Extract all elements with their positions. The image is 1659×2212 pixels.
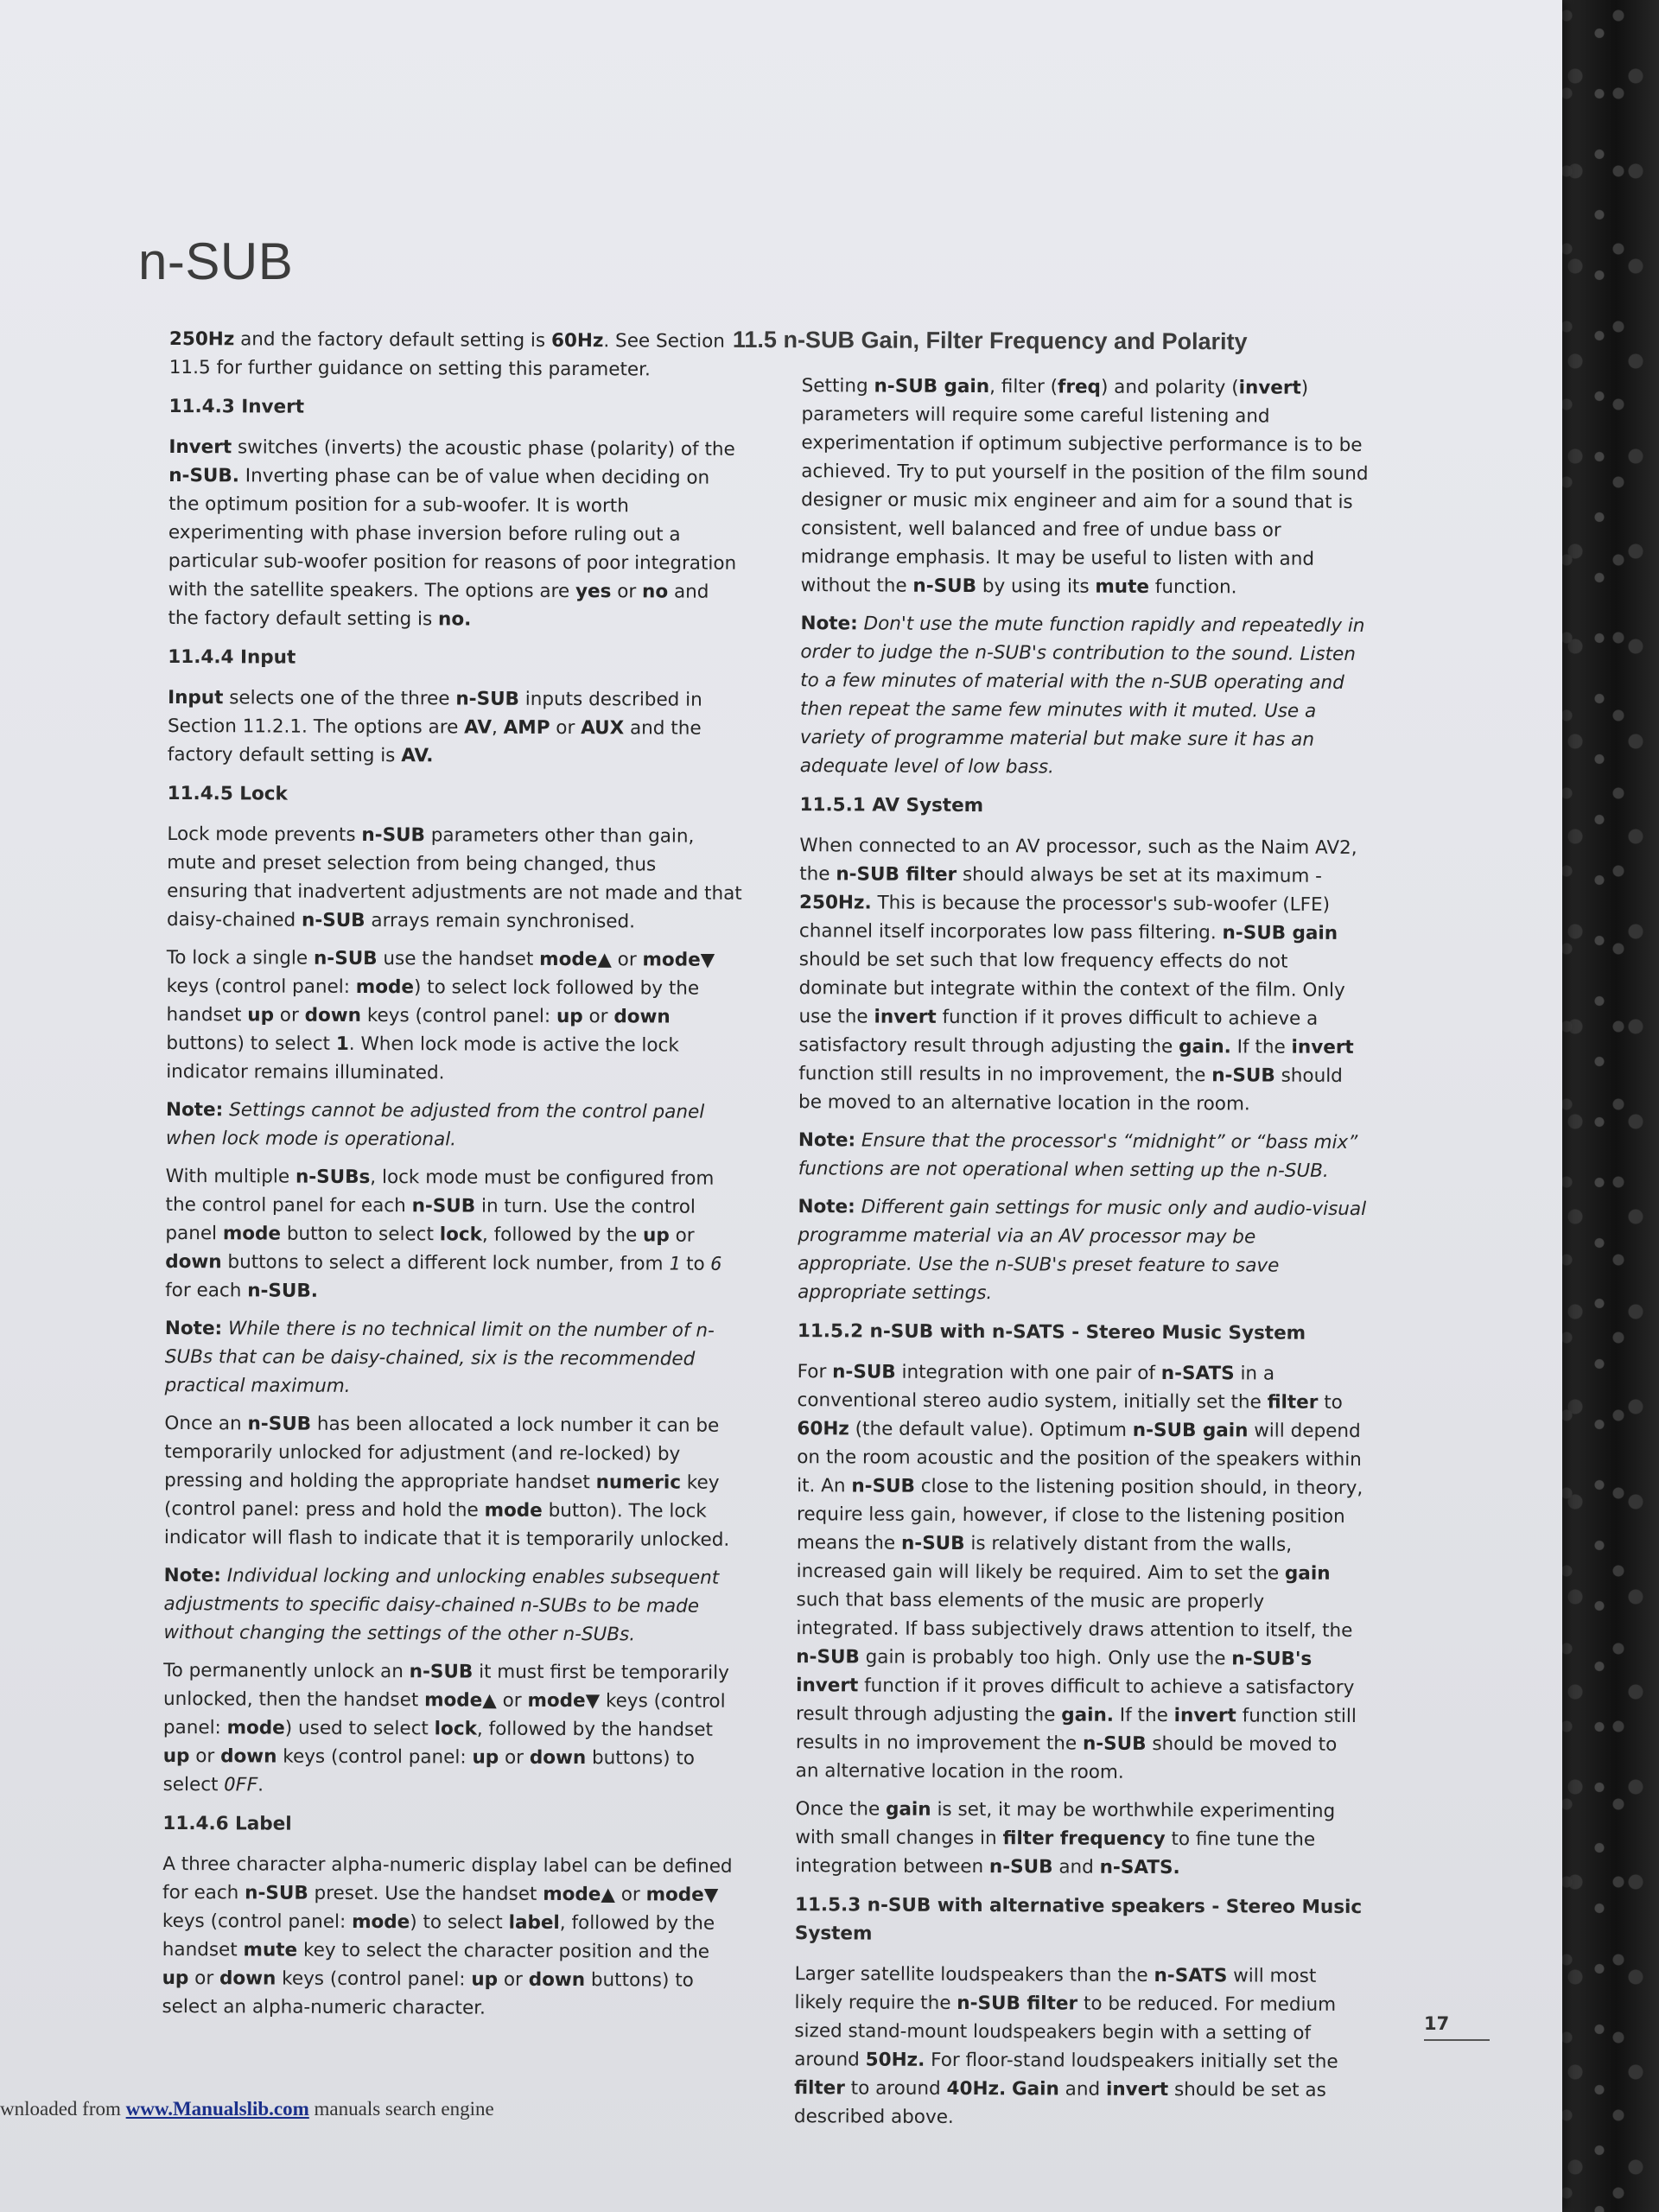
bold-term: n-SUB [988,1856,1053,1878]
bold-term: mode [539,948,598,971]
note-paragraph: Note: Don't use the mute function rapidly and repeatedly in order to judge the n-SUB's contribution to the sound. Listen to a few minutes of material with the n-SUB operating and then repeat the same few minutes with it muted. Use a variety of programme material but make sure it has an adequate level of low bass. [799,613,1365,779]
body-paragraph: To permanently unlock an n-SUB it must first be temporarily unlocked, then the handset mode▲ or mode▼ keys (control panel: mode) used to select lock, followed by the handset up or down keys (control panel: up or down buttons) to select OFF. [162,1659,729,1796]
bold-term: no. [437,608,472,631]
body-paragraph: Larger satellite loudspeakers than the n-SATS will most likely require the n-SUB filter to be reduced. For medium sized stand-mount loudspeakers begin with a setting of around 50Hz. For floor-stand loudspeakers initially set the filter to around 40Hz. Gain and invert should be set as described above. [793,1963,1338,2128]
bold-term: n-SUB. [168,464,240,487]
bold-term: lock [434,1718,477,1740]
bold-term: up [471,1968,499,1991]
bold-term: n-SUB [796,1646,860,1669]
bold-term: up [247,1004,275,1027]
bold-term: n-SUB filter [836,863,957,886]
bold-term: mode [226,1717,285,1739]
intro-paragraph: 250Hz and the factory default setting is 60Hz. See Section 11.5 for further guidance on setting this parameter. [168,327,725,381]
bold-term: gain. [1179,1036,1231,1058]
body-paragraph: With multiple n-SUBs, lock mode must be configured from the control panel for each n-SUB in turn. Use the control panel mode button to select lock, followed by the up or down buttons to select a different lock number, from 1 to 6 for each n-SUB. [165,1165,722,1302]
bold-term: n-SUB gain [1132,1419,1249,1442]
footer-prefix: wnloaded from [0,2098,126,2120]
bold-term: 50Hz. [865,2049,925,2071]
bold-term: mode [355,976,415,999]
display-value: 6 [710,1253,722,1275]
bold-term: n-SUB [1211,1065,1275,1087]
footer-link[interactable]: www.Manualslib.com [125,2098,309,2120]
bold-term: mute [1095,575,1150,598]
bold-term: Note: [164,1317,223,1340]
left-blocks [162,392,744,2024]
note-paragraph: Note: Settings cannot be adjusted from the control panel when lock mode is operational. [165,1098,705,1151]
body-paragraph: Once the gain is set, it may be worthwhile experimenting with small changes in filter frequency to fine tune the integration between n-SUB and n-SATS. [795,1798,1336,1879]
note-paragraph: Note: Ensure that the processor's “midnight” or “bass mix” functions are not operational when setting up the n-SUB. [798,1129,1358,1182]
left-column [162,325,745,2033]
body-paragraph: A three character alpha-numeric display label can be defined for each n-SUB preset. Use the handset mode▲ or mode▼ keys (control panel: mode) to select label, followed by the handset mute key to select the character position and the up or down keys (control panel: up or down buttons) to select an alpha-numeric character. [162,1853,733,2019]
bold-term: filter frequency [1002,1827,1166,1851]
bold-term: n-SUB [409,1661,474,1683]
bold-term: down [219,1967,276,1990]
subsection-heading: 11.5.1 AV System [799,794,984,817]
subsection-heading: 11.4.4 Input [168,645,296,669]
bold-term: up [162,1745,190,1768]
bold-term: up [643,1224,670,1247]
bold-term: down [220,1745,277,1768]
bold-term: yes [575,581,612,603]
bold-term: filter [1267,1391,1319,1414]
bold-term: lock [439,1224,483,1246]
bold-term: gain. [1061,1704,1115,1726]
bold-term: label [508,1911,560,1934]
bold-term: n-SUB [245,1882,308,1904]
right-blocks [794,372,1372,2133]
body-paragraph: Once an n-SUB has been allocated a lock number it can be temporarily unlocked for adjustment (and re-locked) by pressing and holding the appropriate handset numeric key (control panel: press and hold the mode button). The lock indicator will flash to indicate that it is temporarily unlocked. [163,1412,730,1551]
bold-term: Note: [798,1196,855,1218]
bold-term: n-SATS [1154,1964,1228,1987]
subsection-heading: 11.4.3 Invert [168,395,305,418]
bold-term: n-SUB [832,1361,896,1383]
bold-term: 60Hz [797,1418,849,1440]
bold-term: down [529,1746,587,1770]
bold-term: mode [484,1499,543,1522]
bold-term: mode [222,1223,282,1245]
bold-term: mode [352,1910,410,1934]
bold-term: n-SUB [912,575,977,598]
note-paragraph: Note: While there is no technical limit on the number of n-SUBs that can be daisy-chained, six is the recommended practical maximum. [164,1317,715,1397]
bold-term: n-SUB [313,947,378,970]
bold-term: n-SATS [1160,1363,1235,1385]
subsection-heading: 11.4.5 Lock [167,782,288,805]
bold-term: invert [874,1006,937,1028]
bold-term: invert [1173,1705,1236,1727]
bold-term: gain [1284,1562,1331,1585]
bold-term: n-SUB [361,823,425,847]
subsection-heading: 11.5.2 n-SUB with n-SATS - Stereo Music System [797,1320,1306,1344]
bold-term: filter [794,2077,845,2100]
footer-suffix: manuals search engine [308,2098,494,2120]
bold-term: mode [527,1689,586,1713]
bold-term: n-SUB gain [874,375,990,398]
bold-term: n-SUB [247,1413,312,1435]
display-value: OFF [224,1774,258,1796]
bold-term: down [613,1006,671,1028]
bold-term: invert [1291,1036,1354,1058]
bold-term: mode [543,1883,601,1906]
bold-term: invert [1105,2078,1169,2101]
body-paragraph: When connected to an AV processor, such as the Naim AV2, the n-SUB filter should always be set at its maximum - 250Hz. This is because the processor's sub-woofer (LFE) channel itself incorporates low pass filtering. n-SUB gain should be set such that low frequency effects do not dominate but integrate within the context of the film. Only use the invert function if it proves difficult to achieve a satisfactory result through adjusting the gain. If the invert function still results in no improvement, the n-SUB should be moved to an alternative location in the room. [798,835,1357,1116]
display-value: 1 [669,1253,681,1275]
right-column [732,325,1372,2143]
subsection-heading: 11.5.3 n-SUB with alternative speakers - Stereo Music System [794,1894,1363,1945]
bold-term: AV [464,716,493,739]
bold-term: Invert [168,435,232,459]
bold-term: 40Hz. [946,2077,1007,2101]
bold-term: AUX [581,717,625,740]
bold-term: n-SUB [411,1195,476,1217]
body-paragraph: Setting n-SUB gain, filter (freq) and polarity (invert) parameters will require some careful listening and experimentation if optimum subjective performance is to be achieved. Try to put yourself in the position of the film sound designer or music mix engineer and aim for a sound that is consistent, well balanced and free of undue bass or midrange emphasis. It may be useful to listen with and without the n-SUB by using its mute function. [800,375,1369,599]
section-title: 11.5 n-SUB Gain, Filter Frequency and Polarity [732,326,1248,355]
bold-term: n-SUB [900,1532,965,1555]
bold-term: 60Hz [550,329,604,353]
bold-term: down [165,1250,222,1274]
bold-term: Note: [165,1098,224,1122]
note-paragraph: Note: Individual locking and unlocking enables subsequent adjustments to specific daisy-chained n-SUBs to be made without changing the settings of the other n-SUBs. [163,1564,720,1646]
body-paragraph: Input selects one of the three n-SUB inputs described in Section 11.2.1. The options are AV, AMP or AUX and the factory default setting is AV. [167,686,702,767]
page-number: 17 [1424,2013,1490,2041]
bold-term: up [472,1746,499,1769]
bold-term: n-SATS. [1099,1856,1180,1879]
bold-term: no [642,581,669,603]
bold-term: 1 [335,1033,349,1055]
bold-term: mode [642,949,701,971]
bold-term: AV. [401,745,434,767]
bold-term: n-SUB gain [1222,922,1338,944]
bold-term: mode [424,1689,483,1712]
bold-term: down [528,1968,586,1992]
bold-term: Note: [798,1129,856,1152]
bold-term: n-SUB [455,688,519,710]
bold-term: Note: [800,613,858,635]
body-paragraph: Lock mode prevents n-SUB parameters other than gain, mute and preset selection from being changed, thus ensuring that inadvertent adjustments are not made and that daisy-chained n-SUB arrays remain synchronised. [166,823,742,933]
bold-term: Note: [163,1564,221,1587]
background-surface [1551,0,1659,2212]
bold-term: n-SUB [851,1475,916,1497]
bold-term: mode [645,1884,704,1906]
subsection-heading: 11.4.6 Label [162,1812,292,1835]
bold-term: n-SUB [301,909,365,931]
bold-term: numeric [595,1471,682,1494]
page-title: n-SUB [138,232,294,290]
bold-term: 250Hz. [799,892,872,914]
bold-term: n-SUBs [295,1166,371,1189]
bold-term: 250Hz [168,327,235,351]
bold-term: invert [1238,377,1301,399]
footer [0,2098,494,2120]
bold-term: Gain [1011,2078,1059,2101]
bold-term: up [162,1967,189,1990]
body-paragraph: Invert switches (inverts) the acoustic phase (polarity) of the n-SUB. Inverting phase can be of value when deciding on the optimum position for a sub-woofer. It is worth experimenting with phase inversion before ruling out a particular sub-woofer position for reasons of poor integration with the satellite speakers. The options are yes or no and the factory default setting is no. [168,435,737,631]
bold-term: AMP [503,716,550,739]
body-paragraph: For n-SUB integration with one pair of n-SATS in a conventional stereo audio system, initially set the filter to 60Hz (the default value). Optimum n-SUB gain will depend on the room acoustic and the position of the speakers within it. An n-SUB close to the listening position should, in theory, require less gain, however, if close to the listening position means the n-SUB is relatively distant from the walls, increased gain will likely be required. Aim to set the gain such that bass elements of the music are properly integrated. If bass subjectively draws attention to itself, the n-SUB gain is probably too high. Only use the n-SUB's invert function if it proves difficult to achieve a satisfactory result through adjusting the gain. If the invert function still results in no improvement the n-SUB should be moved to an alternative location in the room. [795,1361,1363,1783]
note-paragraph: Note: Different gain settings for music only and audio-visual programme material via an AV processor may be appropriate. Use the n-SUB's preset feature to save appropriate settings. [798,1196,1367,1305]
bold-term: n-SUB [1082,1732,1147,1755]
bold-term: n-SUB's invert [796,1648,1313,1697]
bold-term: n-SUB. [247,1280,319,1302]
bold-term: down [304,1004,362,1027]
bold-term: Input [168,686,224,709]
bold-term: n-SUB filter [957,1992,1078,2015]
bold-term: gain [886,1798,931,1821]
bold-term: freq [1057,376,1102,398]
body-paragraph: To lock a single n-SUB use the handset mode▲ or mode▼ keys (control panel: mode) to select lock followed by the handset up or down keys (control panel: up or down buttons) to select 1. When lock mode is active the lock indicator remains illuminated. [166,946,715,1084]
bold-term: up [556,1005,583,1028]
bold-term: mute [243,1939,298,1961]
